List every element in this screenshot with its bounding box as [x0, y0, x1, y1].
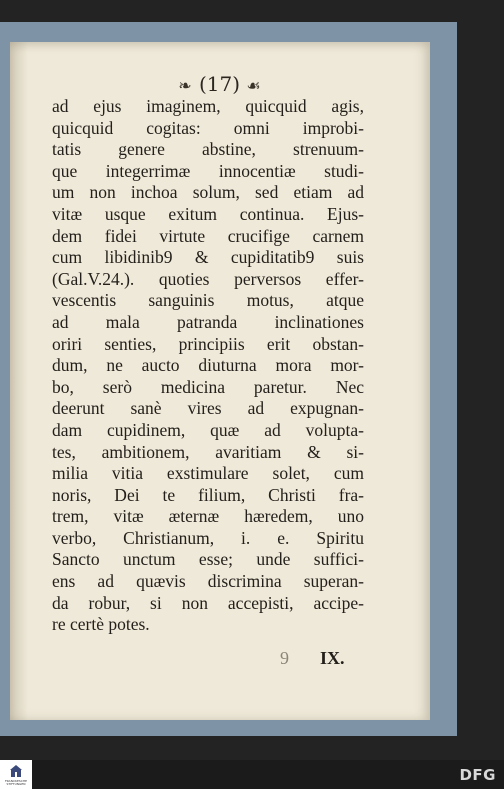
pencil-note: 9: [280, 648, 289, 668]
text-line: re certè potes.: [52, 614, 150, 635]
text-line: dam cupidinem, quæ ad volupta-: [52, 419, 364, 440]
text-line: tatis genere abstine, strenuum-: [52, 139, 364, 160]
logo-text: FRANCKESCHE STIFTUNGEN: [4, 779, 28, 786]
text-line: ad ejus imaginem, quicquid agis,: [52, 96, 364, 116]
dfg-logo[interactable]: DFG: [459, 766, 496, 784]
text-line: quicquid cogitas: omni improbi-: [52, 117, 364, 138]
text-line: que integerrimæ innocentiæ studi-: [52, 160, 364, 181]
text-line: trem, vitæ æternæ hæredem, uno: [52, 506, 364, 527]
page-header: [10, 72, 430, 96]
text-line: oriri senties, principiis erit obstan-: [52, 333, 364, 354]
text-line: ens ad quævis discrimina superan-: [52, 571, 364, 592]
text-line: dum, ne aucto diuturna mora mor-: [52, 355, 364, 376]
text-line: vitæ usque exitum continua. Ejus-: [52, 203, 364, 224]
text-line: da robur, si non accepisti, accipe-: [52, 592, 364, 613]
text-line: deerunt sanè vires ad expugnan-: [52, 398, 364, 419]
text-line: Sancto unctum esse; unde suffici-: [52, 549, 364, 570]
institution-logo-icon: [8, 763, 24, 779]
ornament-right-icon: ☙: [246, 76, 262, 95]
text-line: um non inchoa solum, sed etiam ad: [52, 182, 364, 203]
text-line: dem fidei virtute crucifige carnem: [52, 225, 364, 246]
institution-logo[interactable]: [0, 760, 32, 789]
text-line: (Gal.V.24.). quoties perversos effer-: [52, 268, 364, 289]
signature-mark: IX.: [320, 648, 345, 668]
text-line: verbo, Christianum, i. e. Spiritu: [52, 527, 364, 548]
text-line: ad mala patranda inclinationes: [52, 311, 364, 332]
text-line: vescentis sanguinis motus, atque: [52, 290, 364, 311]
text-line: noris, Dei te filium, Christi fra-: [52, 484, 364, 505]
text-line: tes, ambitionem, avaritiam & si-: [52, 441, 364, 462]
text-line: cum libidinib9 & cupiditatib9 suis: [52, 247, 364, 268]
viewer-footer: [0, 760, 504, 789]
book-page: [10, 42, 430, 720]
page-number: (17): [199, 72, 241, 96]
text-line: bo, serò medicina paretur. Nec: [52, 376, 364, 397]
page-text: [52, 96, 364, 636]
text-line: milia vitia exstimulare solet, cum: [52, 463, 364, 484]
ornament-left-icon: ❧: [178, 76, 193, 95]
